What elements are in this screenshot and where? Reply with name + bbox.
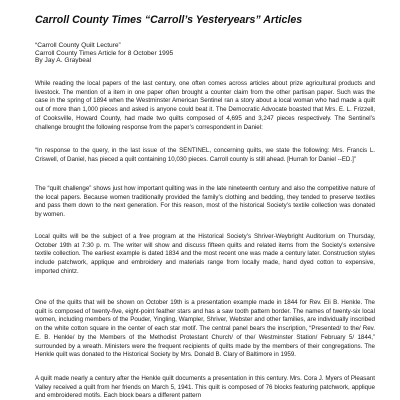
- article-title: “Carroll County Quilt Lecture”: [35, 42, 121, 49]
- paragraph: While reading the local papers of the last century, one often comes across articles about prize agricultural products and livestock. The mention of a item in one paper often brought a counter claim from the other partisan paper. Such was the case in the spring of 1894 when the Westminster American Sentinel ran a story about a local woman who had made a quilt out of more than 1,000 pieces and asked is anyone could beat it. The Democratic Advocate boasted that Mrs. E. L. Frizzell, of Cooksville, Howard County, had made two quilts composed of 4,695 and 3,247 pieces respectively. The Sentinel’s challenge brought the following response from the paper’s correspondent in Daniel:: [35, 80, 375, 131]
- paragraph: Local quilts will be the subject of a free program at the Historical Society’s Shriver-Weybright Auditorium on Thursday, October 19th at 7:30 p. m. The writer will show and discuss fifteen quilts and related items from the Society’s extensive textile collection. The earliest example is dated 1834 and the most recent one was made a century later. Construction styles include patchwork, applique and embroidery and materials range from locally made, hand dyed cotton to expensive, imported chintz.: [35, 233, 375, 275]
- source-line: Carroll County Times Article for 8 October 1995: [35, 49, 174, 57]
- page-title: Carroll County Times “Carroll’s Yesteryears” Articles: [35, 14, 303, 26]
- paragraph: “In response to the query, in the last issue of the SENTINEL, concerning quilts, we state the following: Mrs. Francis L. Criswell, of Daniel, has pieced a quilt containing 10,030 pieces. Carroll county is still ahead. [Hurrah for Daniel --ED.]”: [35, 147, 375, 163]
- paragraph: One of the quilts that will be shown on October 19th is a presentation example made in 1844 for Rev. Eli B. Henkle. The quilt is composed of twenty-five, eight-point feather stars and has a saw tooth pattern border. The names of twenty-six local women, including members of the Pouder, Yingling, Wampler, Shriver, Webster and other families, are individually inscribed on the white cotton square in the center of each star motif. The central panel bears the inscription, “Presented/ to the/ Rev. E. B. Henkle/ by the Members of the Methodist Protestant Church/ of the/ Westminster Station/ February 5/ 1844,” surrounded by a wreath. Ministers were the frequent recipients of quilts made by the members of their congregations. The Henkle quilt was donated to the Historical Society by Mrs. Donald B. Clary of Baltimore in 1959.: [35, 299, 375, 359]
- paragraph: A quilt made nearly a century after the Henkle quilt documents a presentation in this century. Mrs. Cora J. Myers of Pleasant Valley received a quilt from her friends on March 5, 1941. This quilt is composed of 76 blocks featuring patchwork, applique and embroidered motifs. Each block bears a different pattern: [35, 375, 375, 400]
- byline: By Jay A. Graybeal: [35, 57, 92, 65]
- article-meta: [35, 42, 375, 65]
- paragraph: The “quilt challenge” shows just how important quilting was in the late nineteenth century and also the competitive nature of the local papers. Because women traditionally provided the family’s clothing and bedding, they tended to preserve textiles and pass them down to the next generation. For this reason, most of the historical Society’s textile collection was donated by women.: [35, 185, 375, 219]
